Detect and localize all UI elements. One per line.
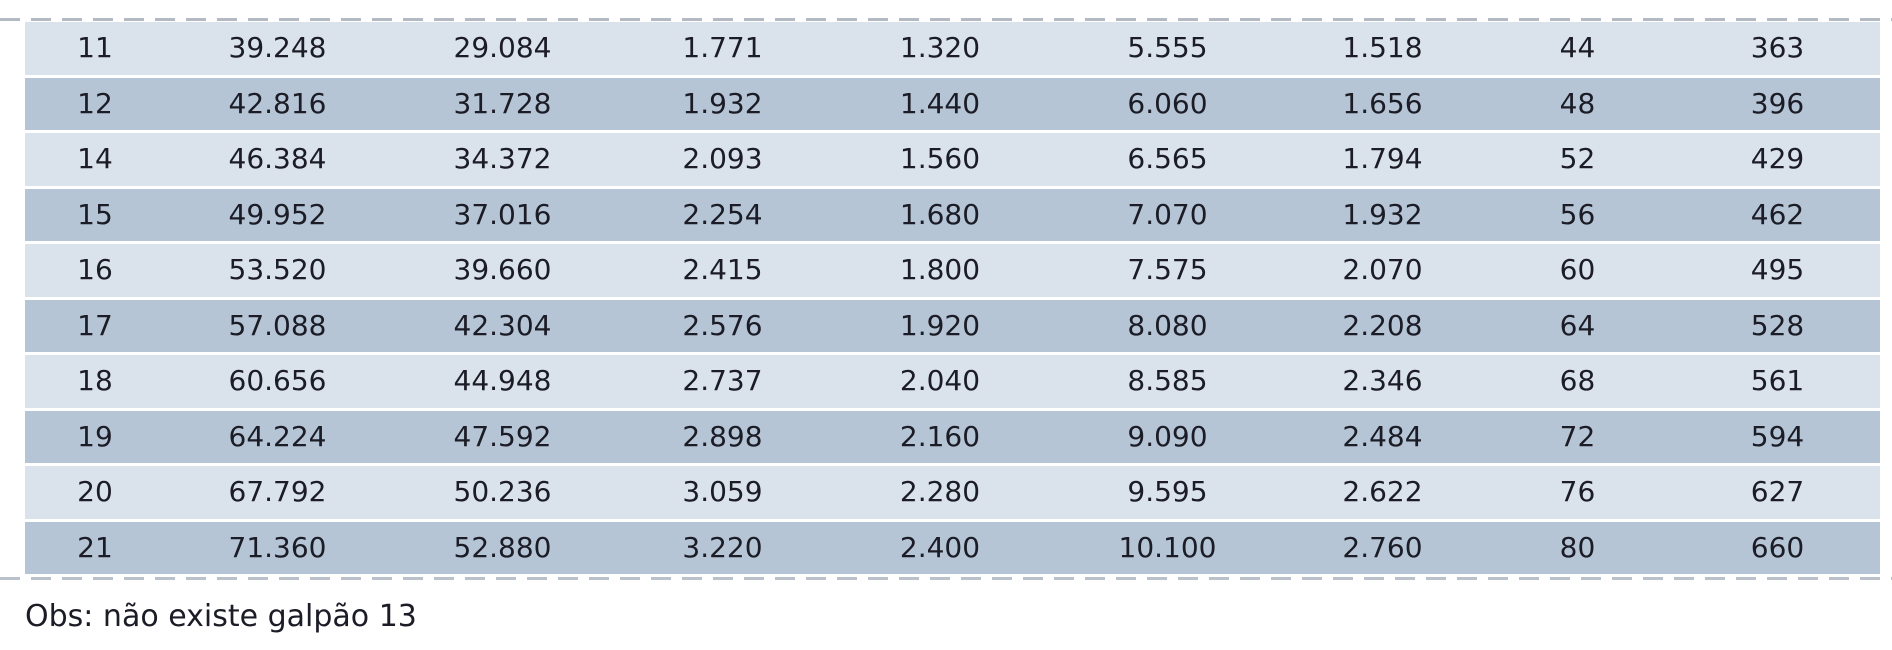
table-cell: 1.794 [1285, 133, 1480, 189]
table-cell: 528 [1675, 300, 1880, 356]
table-row [25, 133, 1880, 189]
table-row [25, 189, 1880, 245]
table-top-edge-line [0, 18, 1892, 21]
table-cell: 1.800 [830, 244, 1050, 300]
table-cell: 39.660 [390, 244, 615, 300]
table-cell: 2.484 [1285, 411, 1480, 467]
table-cell: 47.592 [390, 411, 615, 467]
table-cell: 8.080 [1050, 300, 1285, 356]
table-cell: 5.555 [1050, 22, 1285, 78]
table-cell: 68 [1480, 355, 1675, 411]
table-row [25, 300, 1880, 356]
table-cell: 2.093 [615, 133, 830, 189]
table-cell: 2.737 [615, 355, 830, 411]
table-cell: 2.280 [830, 466, 1050, 522]
table-cell: 16 [25, 244, 165, 300]
table-cell: 29.084 [390, 22, 615, 78]
table-cell: 48 [1480, 78, 1675, 134]
table-cell: 72 [1480, 411, 1675, 467]
table-cell: 6.565 [1050, 133, 1285, 189]
note-text: Obs: não existe galpão 13 [25, 599, 417, 634]
table-cell: 1.440 [830, 78, 1050, 134]
table-cell: 495 [1675, 244, 1880, 300]
table-cell: 31.728 [390, 78, 615, 134]
table-cell: 1.320 [830, 22, 1050, 78]
table-cell: 76 [1480, 466, 1675, 522]
table-cell: 2.346 [1285, 355, 1480, 411]
table-cell: 39.248 [165, 22, 390, 78]
table-cell: 44.948 [390, 355, 615, 411]
table-cell: 64 [1480, 300, 1675, 356]
table-cell: 15 [25, 189, 165, 245]
table-cell: 1.771 [615, 22, 830, 78]
table-cell: 20 [25, 466, 165, 522]
table-cell: 2.760 [1285, 522, 1480, 578]
table-cell: 42.816 [165, 78, 390, 134]
table-cell: 8.585 [1050, 355, 1285, 411]
table-cell: 56 [1480, 189, 1675, 245]
table-cell: 60.656 [165, 355, 390, 411]
table-cell: 80 [1480, 522, 1675, 578]
table-cell: 2.415 [615, 244, 830, 300]
table-cell: 561 [1675, 355, 1880, 411]
table-row [25, 355, 1880, 411]
table-row [25, 466, 1880, 522]
table-cell: 50.236 [390, 466, 615, 522]
table-cell: 462 [1675, 189, 1880, 245]
table-cell: 396 [1675, 78, 1880, 134]
table-cell: 9.595 [1050, 466, 1285, 522]
table-row [25, 244, 1880, 300]
table-cell: 429 [1675, 133, 1880, 189]
table-cell: 49.952 [165, 189, 390, 245]
table-cell: 6.060 [1050, 78, 1285, 134]
table-cell: 7.070 [1050, 189, 1285, 245]
table-cell: 3.059 [615, 466, 830, 522]
table-cell: 52.880 [390, 522, 615, 578]
table-cell: 1.932 [615, 78, 830, 134]
table-row [25, 22, 1880, 78]
table-cell: 18 [25, 355, 165, 411]
table-row [25, 411, 1880, 467]
table-cell: 1.932 [1285, 189, 1480, 245]
table-cell: 594 [1675, 411, 1880, 467]
table-cell: 11 [25, 22, 165, 78]
table-cell: 34.372 [390, 133, 615, 189]
table-cell: 42.304 [390, 300, 615, 356]
table-cell: 627 [1675, 466, 1880, 522]
table-cell: 71.360 [165, 522, 390, 578]
table-cell: 2.160 [830, 411, 1050, 467]
table-cell: 2.254 [615, 189, 830, 245]
table-cell: 14 [25, 133, 165, 189]
table-cell: 2.622 [1285, 466, 1480, 522]
table-cell: 2.576 [615, 300, 830, 356]
table-cell: 57.088 [165, 300, 390, 356]
table-cell: 60 [1480, 244, 1675, 300]
table-cell: 9.090 [1050, 411, 1285, 467]
galpao-table-body [25, 22, 1880, 577]
table-cell: 21 [25, 522, 165, 578]
table-cell: 37.016 [390, 189, 615, 245]
table-cell: 1.920 [830, 300, 1050, 356]
table-cell: 1.656 [1285, 78, 1480, 134]
table-cell: 10.100 [1050, 522, 1285, 578]
table-row [25, 78, 1880, 134]
table-cell: 19 [25, 411, 165, 467]
table-cell: 2.400 [830, 522, 1050, 578]
galpao-table [25, 22, 1880, 577]
table-cell: 67.792 [165, 466, 390, 522]
table-row [25, 522, 1880, 578]
table-cell: 2.070 [1285, 244, 1480, 300]
table-cell: 363 [1675, 22, 1880, 78]
table-cell: 46.384 [165, 133, 390, 189]
table-cell: 44 [1480, 22, 1675, 78]
table-cell: 64.224 [165, 411, 390, 467]
table-cell: 660 [1675, 522, 1880, 578]
table-cell: 17 [25, 300, 165, 356]
table-bottom-edge-line [0, 577, 1892, 580]
table-cell: 2.898 [615, 411, 830, 467]
table-cell: 2.040 [830, 355, 1050, 411]
table-cell: 1.518 [1285, 22, 1480, 78]
table-cell: 53.520 [165, 244, 390, 300]
table-cell: 52 [1480, 133, 1675, 189]
table-cell: 1.680 [830, 189, 1050, 245]
table-cell: 3.220 [615, 522, 830, 578]
table-cell: 1.560 [830, 133, 1050, 189]
table-cell: 7.575 [1050, 244, 1285, 300]
table-cell: 2.208 [1285, 300, 1480, 356]
table-cell: 12 [25, 78, 165, 134]
